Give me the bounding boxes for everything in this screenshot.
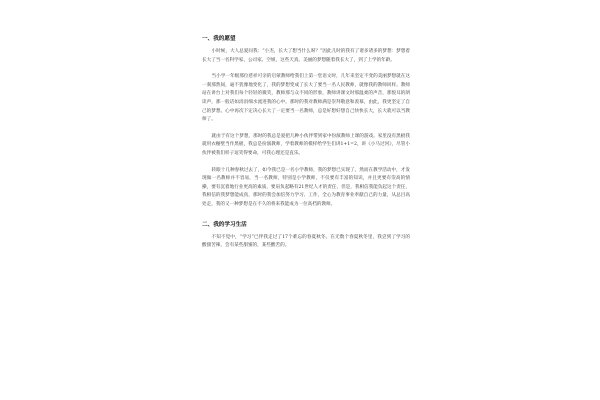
section-my-study-life — [202, 222, 410, 251]
paragraph: 就由于有这个梦想，那时的我总是爱把几种小伙伴带到家中扮演教师上课的游戏。家里没有黑板我就用衣橱壁当作黑板，我总是扮演教师，学着教师的模样给学生们讲1+1=2，讲《小马过河》，尽管小伙伴被我们样子逗笑得要命，可我心理还是直乐。 — [202, 133, 410, 156]
document-page — [202, 36, 410, 259]
section-heading: 二、我的学习生活 — [202, 221, 247, 228]
paragraph: 转眼十几种春秋过去了，如今我已是一名小学教师，我的梦想已实现了。然而在教学活动中，才发现做一名教师并不容易，当一名教师，特别是小学教师，不仅要有丰富的知识，并且更要有崇高的情操，要有沉着地行业更高的素质，要肩负起略有21世纪人才的责任，但是，我相信我能负起这个责任，我相信的我梦想能成真，那时的我会加倍努力学习、工作，全心为教育事业奉献自己的力量，从总目高处走，我的又一种梦想是在不久的将来我能成为一位高档的教师。 — [202, 167, 410, 207]
section-heading: 一、我的愿望 — [202, 36, 236, 42]
paragraph: 当小学一年级那位慈祥可亲的启蒙教师给我们上第一堂语文时，几年来坚定不变的美丽梦想就在这一刹那然间，毫不犹豫地变化了，我的梦想变成了长大了要当一名人民教师，就像我的教师同样。教师站在讲台上对我们每个轻轻的微笑，教师那与众不同的形象，教师讲课文时那温柔的声音，那悦耳的朗读声，那一般话如涓涓细水流进我的心中。那时的我对教师满是崇拜敬意和羡慕，由此，我更坚定了自己的梦想。心中再次下定决心长大了一定要当一名教师，总是好想好想自己快快长大，长大就可以当教师了。 — [202, 74, 410, 123]
paragraph: 小时候，大人总爱问我：“小杰，长大了想当什么呀？”因此儿时的我有了诸多诸多的梦想：梦想着长大了当一名科学家、公司家、空姐，这些天真、美丽的梦想随着我长大了，到了上学的年龄。 — [202, 49, 410, 63]
paragraph: 不知不觉中，“学习”已伴我走过了17个难忘的春夏秋冬。在无数个春夏秋冬里，我尝到了学习的酸甜苦辣，会有某些甜蜜的，某些酸苦的。 — [202, 234, 410, 249]
section-my-wish — [202, 36, 410, 210]
